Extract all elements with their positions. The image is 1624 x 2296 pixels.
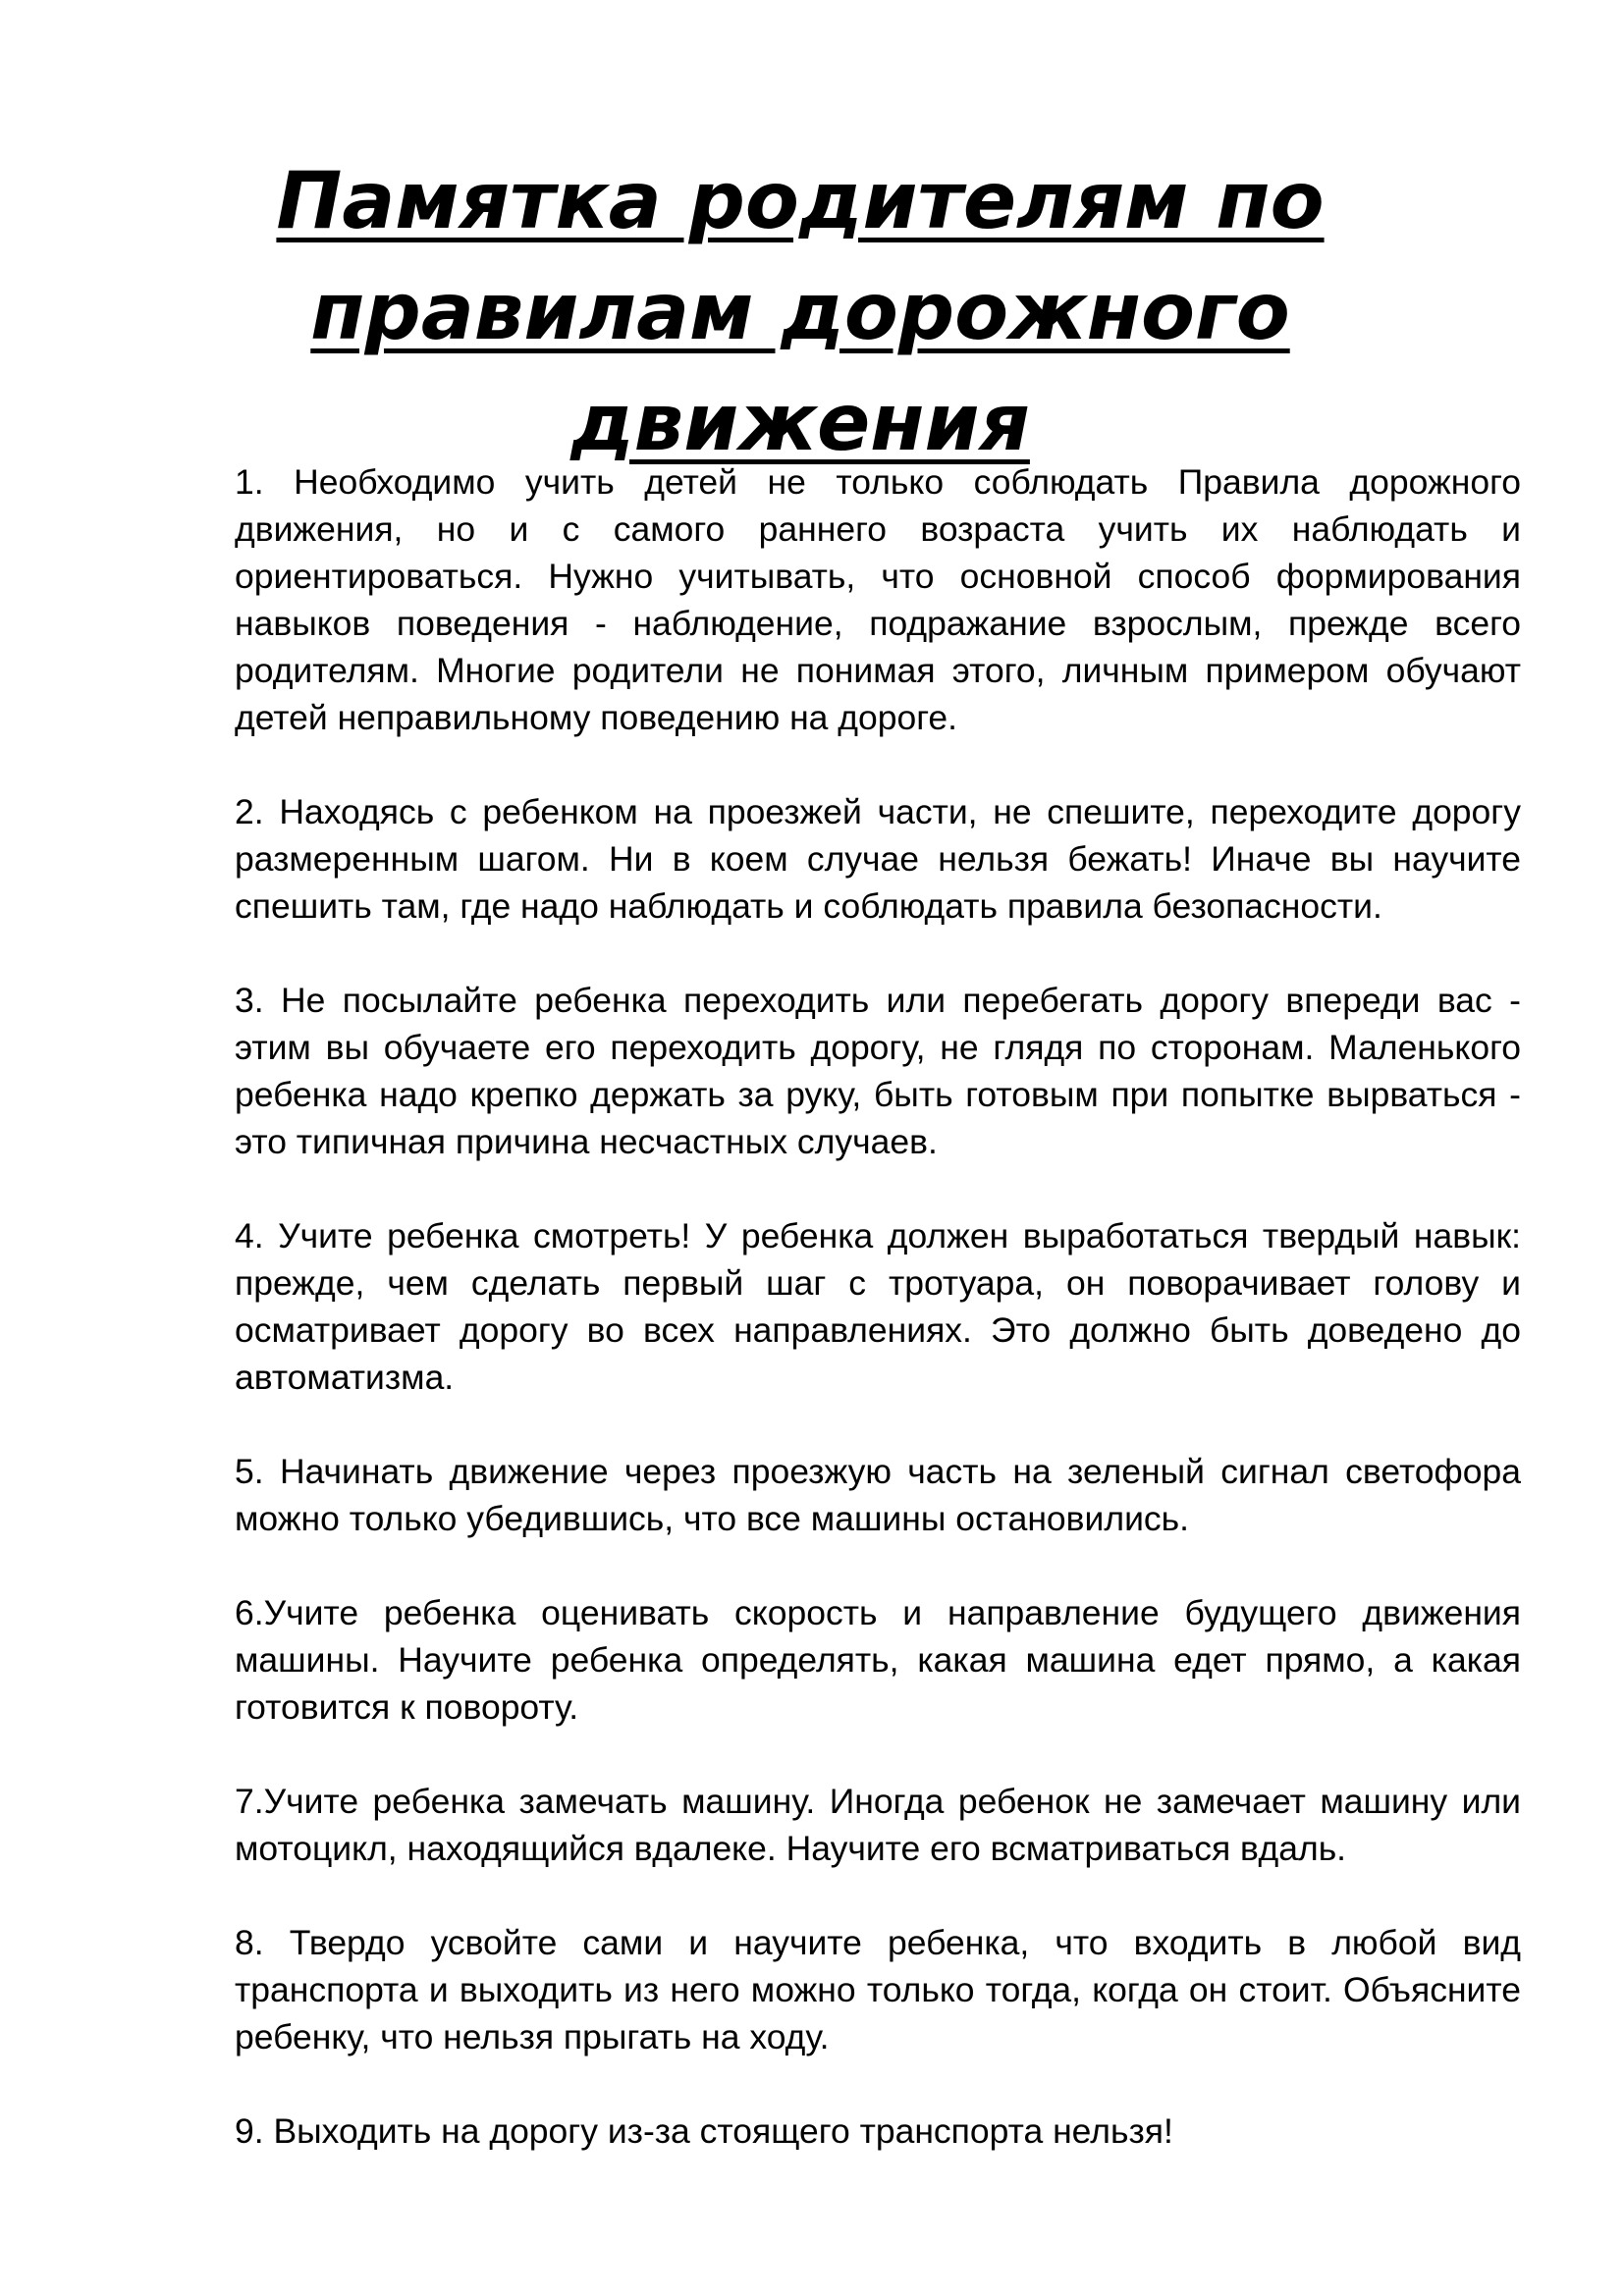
paragraph-7: 7.Учите ребенка замечать машину. Иногда ребенок не замечает машину или мотоцикл, находящийся вдалеке. Научите его всматриваться вдаль.	[235, 1782, 1521, 1868]
paragraph-8: 8. Твердо усвойте сами и научите ребенка, что входить в любой вид транспорта и выходить из него можно только тогда, когда он стоит. Объясните ребенку, что нельзя прыгать на ходу.	[235, 1923, 1521, 2056]
paragraph-5: 5. Начинать движение через проезжую часть на зеленый сигнал светофора можно только убедившись, что все машины остановились.	[235, 1452, 1521, 1538]
paragraph-6: 6.Учите ребенка оценивать скорость и направление будущего движения машины. Научите ребенка определять, какая машина едет прямо, а какая готовится к повороту.	[235, 1593, 1521, 1727]
paragraph-2: 2. Находясь с ребенком на проезжей части, не спешите, переходите дорогу размеренным шагом. Ни в коем случае нельзя бежать! Иначе вы научите спешить там, где надо наблюдать и соблюдать правила безопасности.	[235, 792, 1521, 926]
document-body	[235, 458, 1521, 2155]
paragraph-9: 9. Выходить на дорогу из-за стоящего транспорта нельзя!	[235, 2111, 1173, 2151]
paragraph-4: 4. Учите ребенка смотреть! У ребенка должен выработаться твердый навык: прежде, чем сделать первый шаг с тротуара, он поворачивает голову и осматривает дорогу во всех направлениях. Это должно быть доведено до автоматизма.	[235, 1216, 1521, 1397]
paragraph-1: 1. Необходимо учить детей не только соблюдать Правила дорожного движения, но и с самого раннего возраста учить их наблюдать и ориентироваться. Нужно учитывать, что основной способ формирования навыков поведения - наблюдение, подражание взрослым, прежде всего родителям. Многие родители не понимая этого, личным примером обучают детей неправильному поведению на дороге.	[235, 462, 1521, 737]
paragraph-3: 3. Не посылайте ребенка переходить или перебегать дорогу впереди вас - этим вы обучаете его переходить дорогу, не глядя по сторонам. Маленького ребенка надо крепко держать за руку, быть готовым при попытке вырваться - это типичная причина несчастных случаев.	[235, 981, 1521, 1161]
document-title: Памятка родителям по правилам дорожного движения	[276, 155, 1325, 468]
